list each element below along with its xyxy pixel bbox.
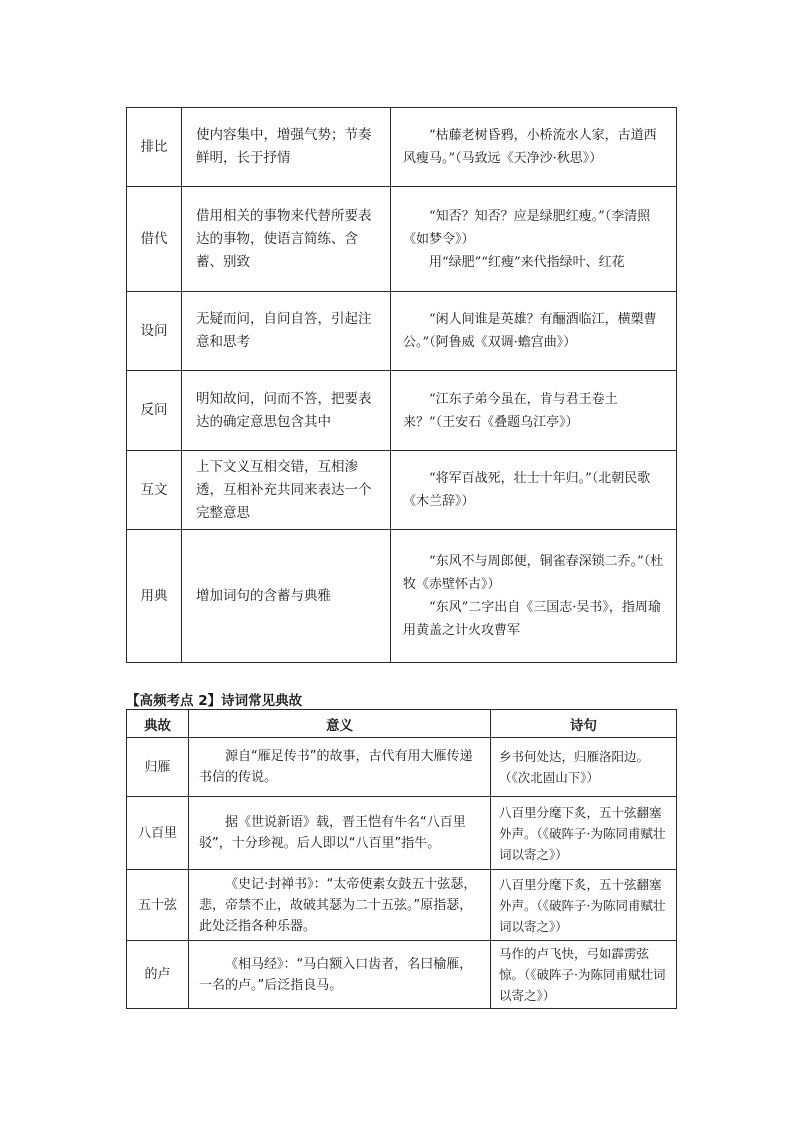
example-line: 用“绿肥”“红瘦”来代指绿叶、红花 [429,254,625,270]
allusion-name: 归雁 [127,738,189,797]
allusion-poem: 八百里分麾下炙，五十弦翻塞外声。（《破阵子·为陈同甫赋壮词以寄之》） [491,870,677,941]
device-name: 设问 [127,292,182,371]
header-allusion: 典故 [127,710,189,738]
header-poem: 诗句 [491,710,677,738]
example-line: “江东子弟今虽在，肯与君王卷土来？”（王安石《叠题乌江亭》） [403,391,618,430]
section-heading: 【高频考点 2】诗词常见典故 [126,693,303,709]
example-line: “枯藤老树昏鸦，小桥流水人家，古道西风瘦马。”（马致远《天净沙·秋思》） [403,128,657,166]
device-effect: 上下文义互相交错，互相渗透，互相补充共同来表达一个完整意思 [182,451,391,530]
allusion-name: 的卢 [127,941,189,1009]
device-effect: 使内容集中，增强气势；节奏鲜明，长于抒情 [182,108,391,187]
table-row [127,797,677,870]
table-row [127,187,677,292]
device-example [391,292,677,371]
device-example [391,530,677,663]
meaning-text: 《史记·封禅书》：“太帝使素女鼓五十弦瑟，悲，帝禁不止，故破其瑟为二十五弦。”原指瑟，此处泛指各种乐器。 [199,876,477,934]
table-row [127,530,677,663]
table-row [127,451,677,530]
allusion-poem: 马作的卢飞快，弓如霹雳弦惊。（《破阵子·为陈同甫赋壮词以寄之》） [491,941,677,1009]
device-name: 排比 [127,108,182,187]
device-name: 借代 [127,187,182,292]
meaning-text: 据《世说新语》载，晋王恺有牛名“八百里驳”，十分珍视。后人即以“八百里”指牛。 [199,815,466,851]
table-row [127,738,677,797]
device-name: 互文 [127,451,182,530]
allusion-meaning [189,870,491,941]
device-example [391,371,677,451]
table-header-row [127,710,677,738]
device-effect: 无疑而问，自问自答，引起注意和思考 [182,292,391,371]
device-example [391,187,677,292]
meaning-text: 《相马经》：“马白额入口齿者，名曰榆雁，一名的卢。”后泛指良马。 [199,956,473,993]
example-line: “知否？知否？应是绿肥红瘦。”（李清照《如梦令》） [403,208,651,247]
example-line: “将军百战死，壮士十年归。”（北朝民歌《木兰辞》） [403,471,651,509]
device-effect: 明知故问，问而不答，把要表达的确定意思包含其中 [182,371,391,451]
table-row [127,941,677,1009]
allusion-table [126,709,677,1009]
example-line: “东风”二字出自《三国志·吴书》，指周瑜用黄盖之计火攻曹军 [403,600,661,638]
table-row [127,870,677,941]
device-effect: 借用相关的事物来代替所要表达的事物，使语言简练、含蓄、别致 [182,187,391,292]
table-row [127,292,677,371]
table-row [127,108,677,187]
table-row [127,371,677,451]
allusion-name: 八百里 [127,797,189,870]
allusion-meaning [189,738,491,797]
header-meaning: 意义 [189,710,491,738]
allusion-name: 五十弦 [127,870,189,941]
device-example [391,108,677,187]
allusion-poem: 八百里分麾下炙，五十弦翻塞外声。（《破阵子·为陈同甫赋壮词以寄之》） [491,797,677,870]
example-line: “闲人间谁是英雄？有酾酒临江，横槊曹公。”（阿鲁威《双调·蟾宫曲》） [403,312,657,350]
device-example [391,451,677,530]
allusion-meaning [189,941,491,1009]
meaning-text: 源自“雁足传书”的故事，古代有用大雁传递书信的传说。 [199,749,473,785]
allusion-meaning [189,797,491,870]
allusion-poem: 乡书何处达，归雁洛阳边。（《次北固山下》） [491,738,677,797]
device-name: 用典 [127,530,182,663]
example-line: “东风不与周郎便，铜雀春深锁二乔。”（杜牧《赤壁怀古》） [403,554,664,592]
device-name: 反问 [127,371,182,451]
rhetoric-table [126,107,677,663]
device-effect: 增加词句的含蓄与典雅 [182,530,391,663]
